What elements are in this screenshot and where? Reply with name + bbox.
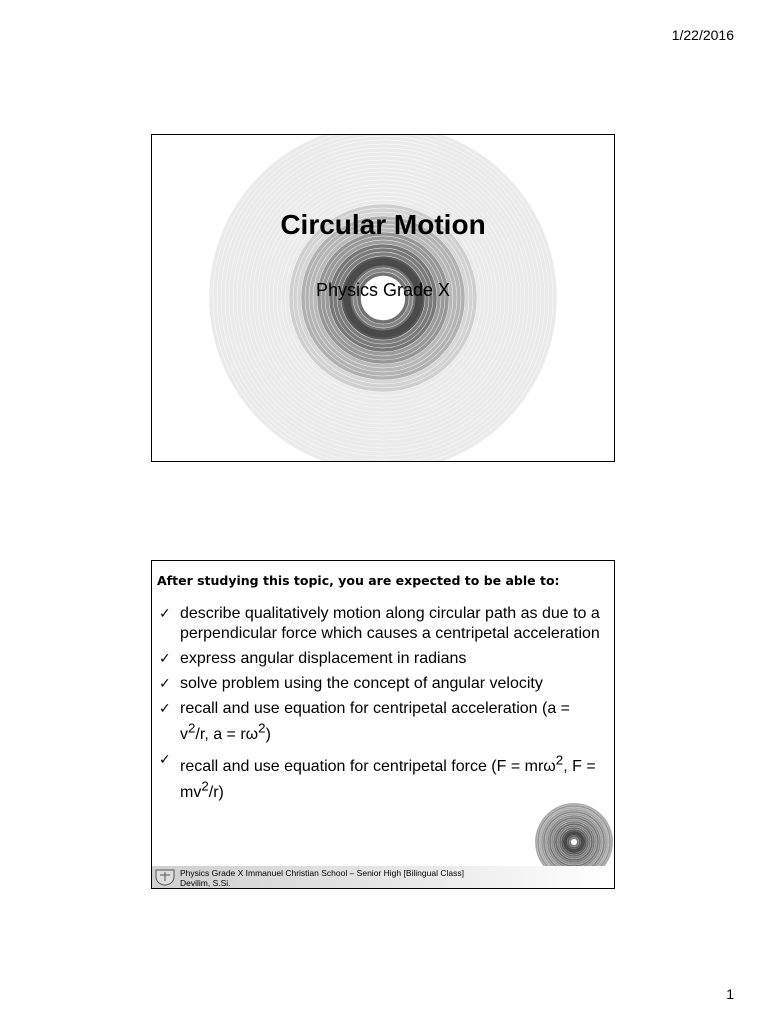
check-mark-icon: ✓	[159, 752, 171, 769]
list-item-text: recall and use equation for centripetal force (F = mrω$^2$, $F = mv^2/r$)	[180, 752, 596, 801]
ring	[544, 812, 604, 872]
page-number: 1	[726, 986, 734, 1002]
check-mark-icon: ✓	[159, 606, 171, 622]
check-mark-icon: ✓	[159, 701, 171, 717]
list-item-text: recall and use equation for centripetal acceleration ($a = v^2/r$, $a = r\omega^2$)	[180, 700, 571, 744]
list-item-text: describe qualitatively motion along circular path as due to a perpendicular force which causes a centripetal acceleration	[180, 605, 600, 642]
slide-title-text: Circular Motion	[280, 209, 486, 240]
objectives-list	[157, 604, 602, 808]
slide-objectives	[151, 560, 615, 889]
list-item	[157, 674, 602, 694]
slide-subtitle: Physics Grade X	[315, 280, 451, 300]
list-item	[157, 604, 602, 644]
list-item-text: solve problem using the concept of angular velocity	[180, 675, 543, 692]
slide-title	[151, 134, 615, 462]
slide-footer	[152, 866, 614, 888]
footer-text: Physics Grade X Immanuel Christian School – Senior High [Bilingual Class] Devilim, S.Si.	[180, 868, 464, 888]
list-item	[157, 750, 602, 803]
objectives-heading: After studying this topic, you are expected to be able to:	[157, 573, 560, 588]
list-item	[157, 649, 602, 669]
print-date: 1/22/2016	[671, 27, 734, 43]
school-crest-logo	[154, 868, 176, 886]
list-item-text: express angular displacement in radians	[180, 650, 467, 667]
check-mark-icon: ✓	[159, 676, 171, 692]
check-mark-icon: ✓	[159, 651, 171, 667]
list-item	[157, 699, 602, 745]
ring	[570, 838, 578, 846]
